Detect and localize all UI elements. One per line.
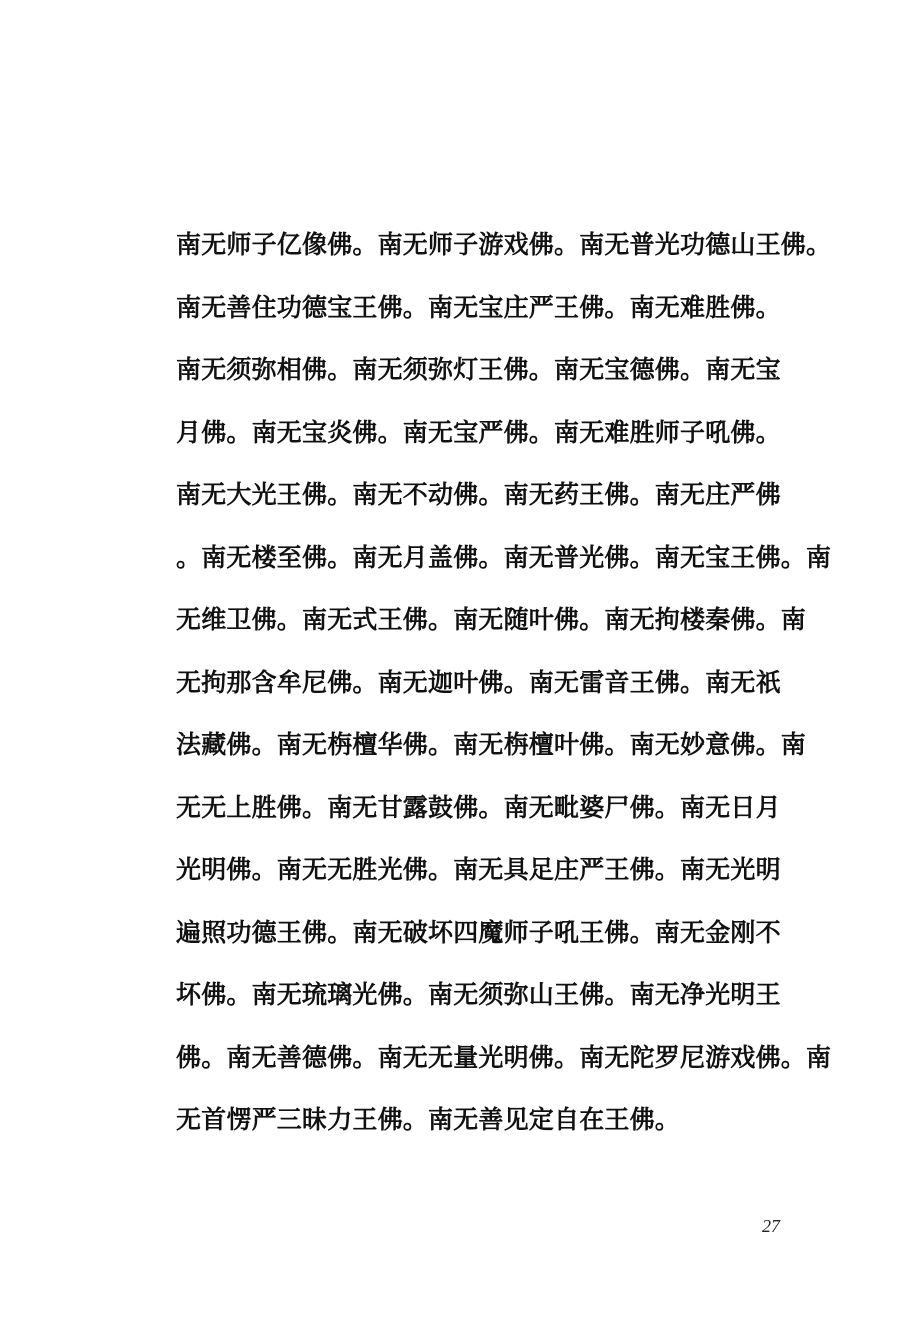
text-line-9: 法藏佛。南无栴檀华佛。南无栴檀叶佛。南无妙意佛。南 <box>176 730 807 759</box>
page-number: 27 <box>762 1216 780 1236</box>
text-line-7: 无维卫佛。南无式王佛。南无随叶佛。南无拘楼秦佛。南 <box>176 605 807 634</box>
text-line-4: 月佛。南无宝炎佛。南无宝严佛。南无难胜师子吼佛。 <box>176 417 781 447</box>
text-line-15: 无首愣严三昧力王佛。南无善见定自在王佛。 <box>176 1105 681 1134</box>
text-line-2: 南无善住功德宝王佛。南无宝庄严王佛。南无难胜佛。 <box>176 292 781 322</box>
text-line-5: 南无大光王佛。南无不动佛。南无药王佛。南无庄严佛 <box>176 480 781 509</box>
text-line-10: 无无上胜佛。南无甘露鼓佛。南无毗婆尸佛。南无日月 <box>176 792 781 822</box>
body-text <box>176 214 832 1152</box>
text-line-14: 佛。南无善德佛。南无无量光明佛。南无陀罗尼游戏佛。南 <box>176 1042 832 1072</box>
text-line-11: 光明佛。南无无胜光佛。南无具足庄严王佛。南无光明 <box>176 855 781 884</box>
text-line-6: 。南无楼至佛。南无月盖佛。南无普光佛。南无宝王佛。南 <box>176 542 832 572</box>
text-line-13: 坏佛。南无琉璃光佛。南无须弥山王佛。南无净光明王 <box>176 980 781 1009</box>
text-line-1: 南无师子亿像佛。南无师子游戏佛。南无普光功德山王佛。 <box>176 230 832 259</box>
text-line-8: 无拘那含牟尼佛。南无迦叶佛。南无雷音王佛。南无祇 <box>176 667 781 697</box>
text-line-12: 遍照功德王佛。南无破坏四魔师子吼王佛。南无金刚不 <box>176 917 781 947</box>
text-line-3: 南无须弥相佛。南无须弥灯王佛。南无宝德佛。南无宝 <box>176 355 781 384</box>
